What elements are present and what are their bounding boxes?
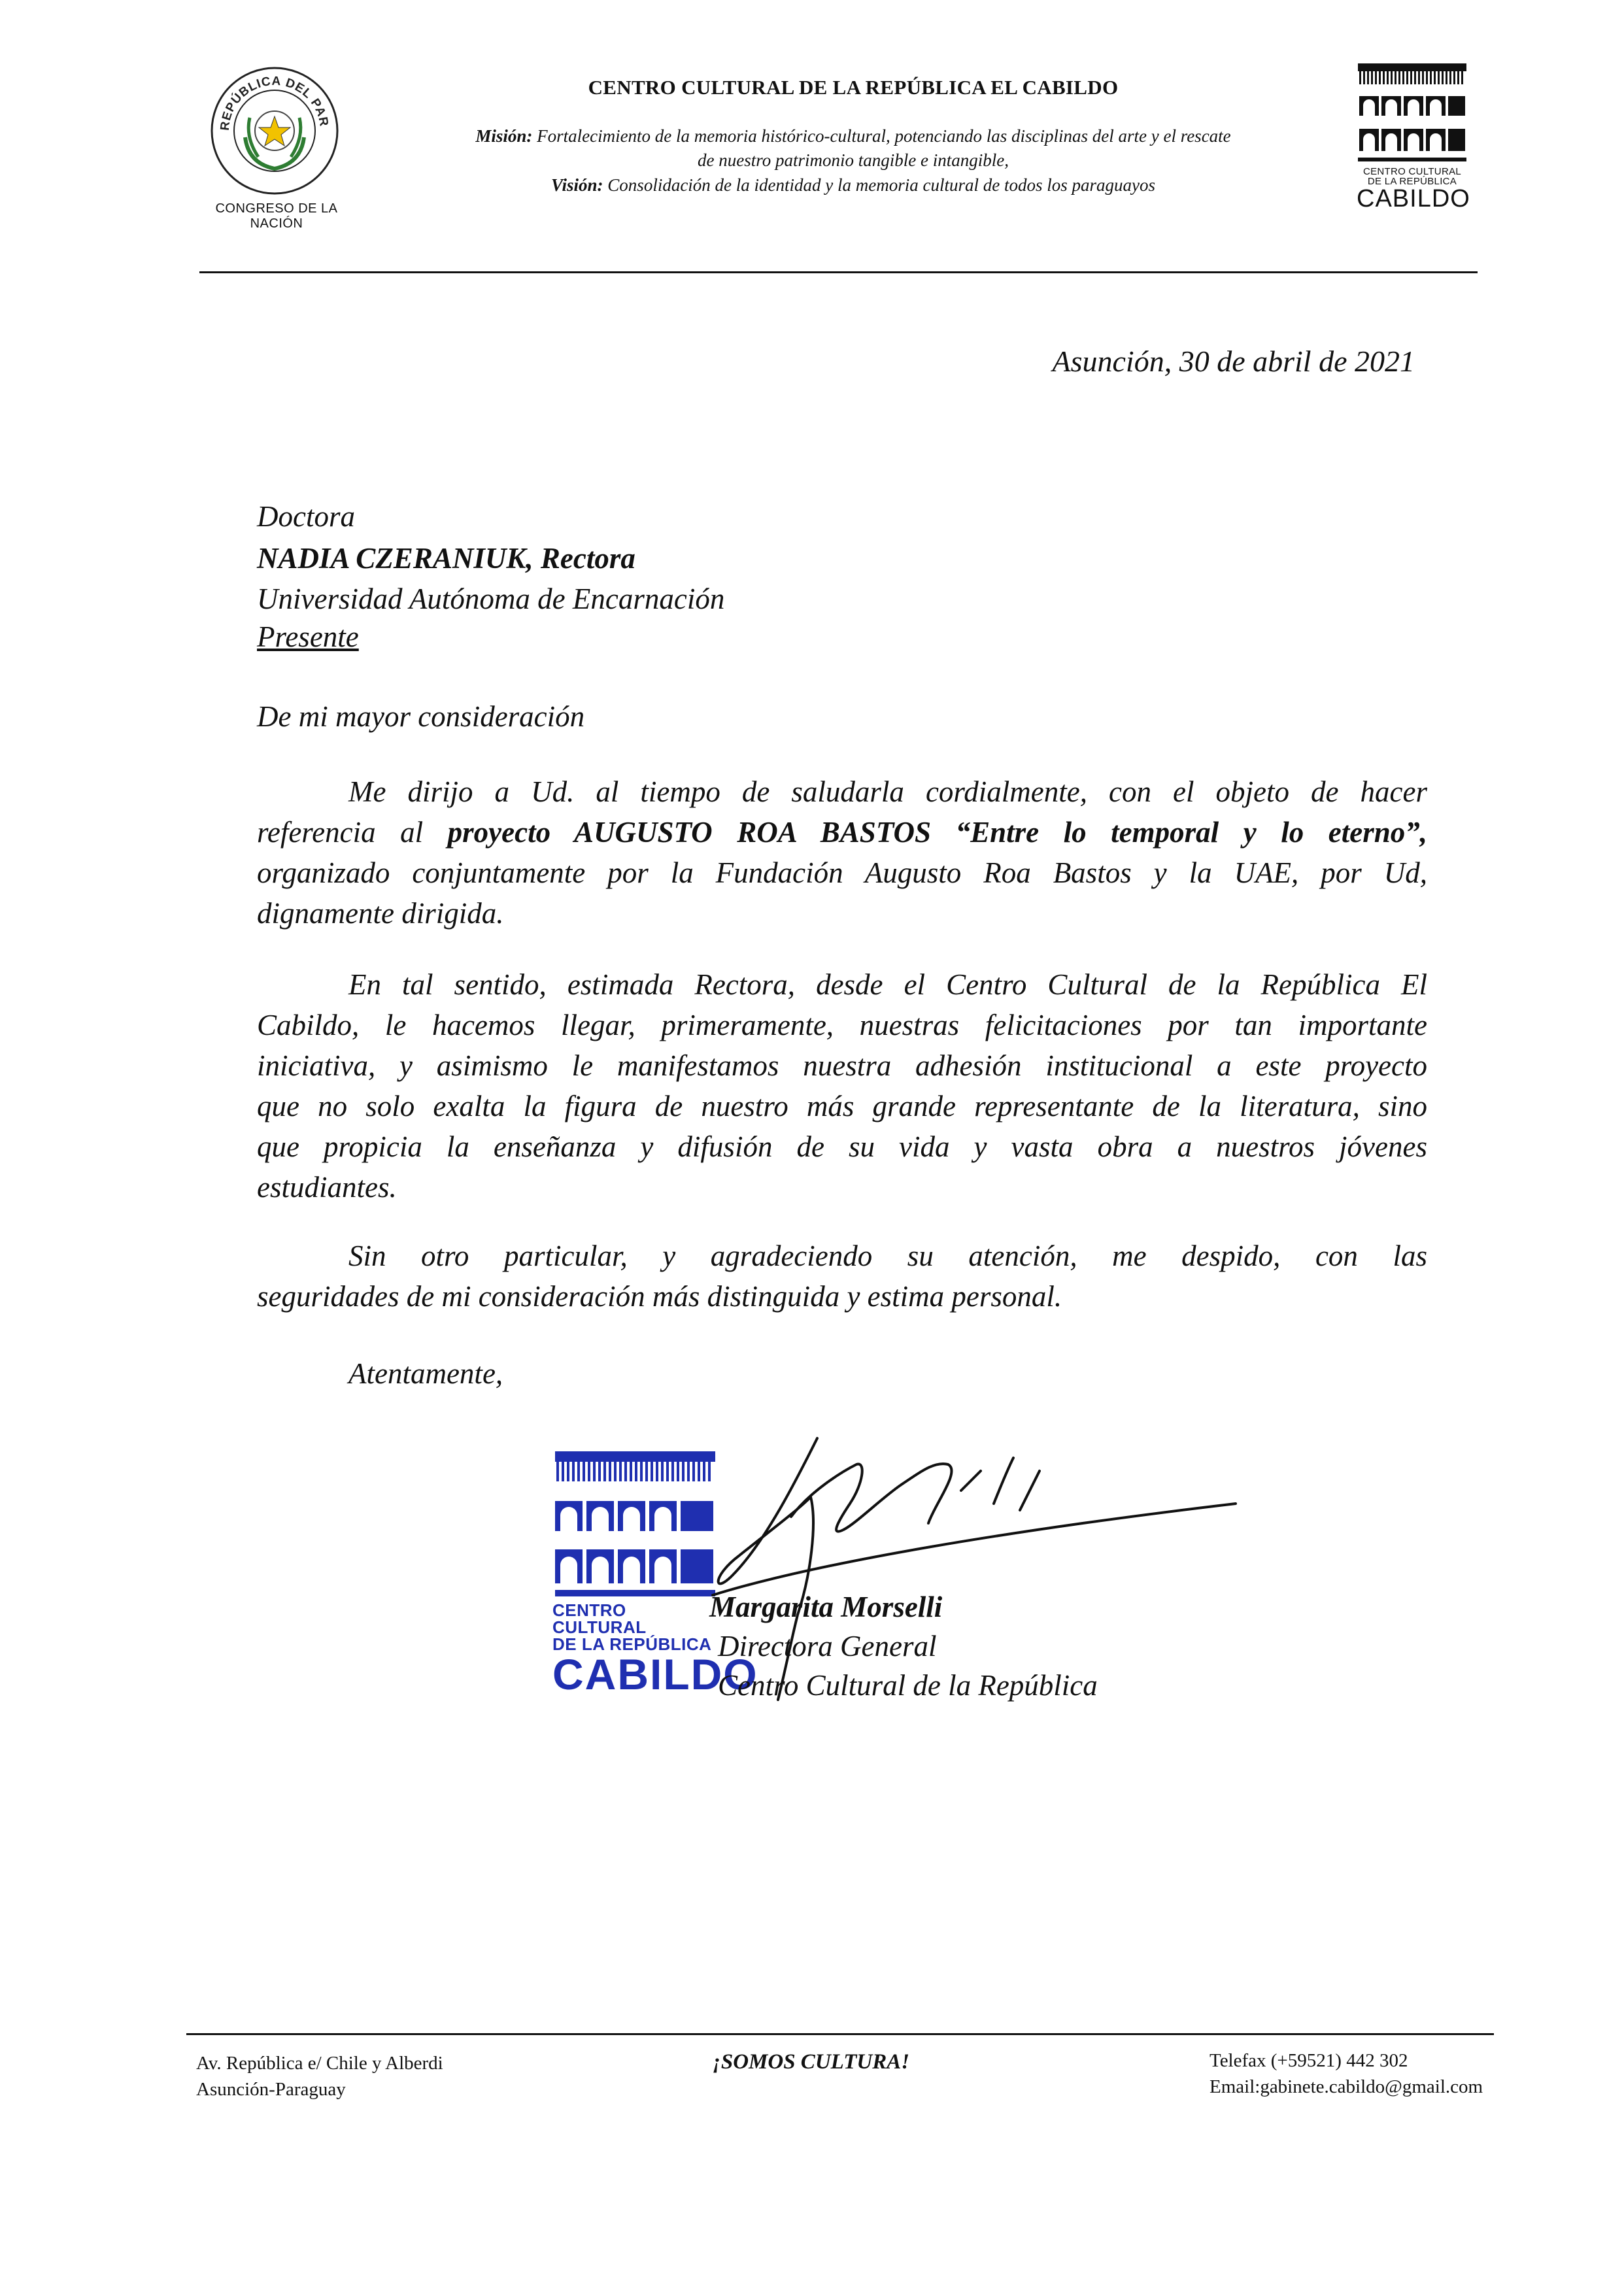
signatory-name: Margarita Morselli (709, 1591, 943, 1623)
paragraph-1-line-3: organizado conjuntamente por la Fundación Augusto Roa Bastos y la UAE, por Ud, (257, 856, 1427, 889)
stamp-text-line1: CENTRO CULTURAL (552, 1600, 647, 1637)
organization-title: CENTRO CULTURAL DE LA REPÚBLICA EL CABILDO (588, 76, 1119, 99)
signatory-role: Directora General (718, 1630, 937, 1662)
presente-label: Presente (257, 620, 359, 653)
mission-text-continued: de nuestro patrimonio tangible e intangible, (698, 150, 1009, 170)
recipient-institution: Universidad Autónoma de Encarnación (257, 582, 725, 615)
paragraph-2-line-5: que propicia la enseñanza y difusión de su vida y vasta obra a nuestros jóvenes (257, 1130, 1427, 1163)
logo-text-cabildo: CABILDO (1357, 185, 1470, 212)
cabildo-logo (1357, 62, 1468, 211)
logo-text-line1: CENTRO CULTURAL (1362, 166, 1462, 177)
paragraph-2-line-3: iniciativa, y asimismo le manifestamos nuestra adhesión institucional a este proyecto (257, 1049, 1427, 1082)
paragraph-2 (257, 964, 1427, 1207)
vision-text: Consolidación de la identidad y la memoria cultural de todos los paraguayos (607, 175, 1155, 195)
footer-divider (186, 2033, 1494, 2035)
congreso-caption: CONGRESO DE LA NACIÓN (215, 201, 338, 231)
paragraph-1-line-4: dignamente dirigida. (257, 897, 504, 930)
paragraph-1-line-2 (257, 812, 1427, 852)
seal-text: REPÚBLICA DEL PAR (218, 74, 331, 131)
cabildo-building-icon (1357, 62, 1468, 167)
congreso-seal-icon (209, 65, 340, 196)
footer-slogan: ¡SOMOS CULTURA! (713, 2050, 910, 2074)
mission-text: Fortalecimiento de la memoria histórico-cultural, potenciando las disciplinas del arte y el rescate (537, 126, 1231, 146)
paragraph-3-line-2: seguridades de mi consideración más distinguida y estima personal. (257, 1280, 1062, 1313)
header-divider (199, 271, 1478, 273)
signatory-organization: Centro Cultural de la República (718, 1669, 1098, 1702)
letter-closing: Atentamente, (348, 1357, 503, 1390)
paragraph-3-line-1: Sin otro particular, y agradeciendo su atención, me despido, con las (348, 1240, 1427, 1272)
footer-email: Email:gabinete.cabildo@gmail.com (1210, 2076, 1483, 2097)
paragraph-3 (257, 1236, 1427, 1317)
footer-address-line2: Asunción-Paraguay (196, 2079, 346, 2100)
letter-greeting: De mi mayor consideración (257, 700, 585, 733)
footer-telefax: Telefax (+59521) 442 302 (1210, 2050, 1408, 2071)
paragraph-1-line-1: Me dirijo a Ud. al tiempo de saludarla cordialmente, con el objeto de hacer (348, 775, 1427, 808)
vision-label: Visión: (551, 175, 603, 195)
paragraph-2-line-6: estudiantes. (257, 1171, 397, 1204)
vision-statement (392, 175, 1314, 195)
stamp-text-cabildo: CABILDO (552, 1650, 758, 1698)
paragraph-2-line-1: En tal sentido, estimada Rectora, desde el Centro Cultural de la República El (348, 968, 1427, 1001)
recipient-title: Doctora (257, 500, 355, 533)
paragraph-2-line-4: que no solo exalta la figura de nuestro más grande representante de la literatura, sino (257, 1090, 1427, 1122)
mission-label: Misión: (475, 126, 533, 146)
recipient-name: NADIA CZERANIUK, Rectora (257, 542, 635, 575)
stamp-text-line2: DE LA REPÚBLICA (552, 1634, 712, 1654)
project-name: proyecto AUGUSTO ROA BASTOS “Entre lo temporal y lo eterno”, (447, 816, 1427, 849)
paragraph-2-line-2: Cabildo, le hacemos llegar, primeramente, nuestras felicitaciones por tan importante (257, 1009, 1427, 1041)
letter-date: Asunción, 30 de abril de 2021 (1052, 345, 1415, 378)
footer-address-line1: Av. República e/ Chile y Alberdi (196, 2053, 443, 2074)
paragraph-1 (257, 771, 1427, 934)
mission-statement (392, 126, 1314, 146)
logo-text-line2: DE LA REPÚBLICA (1367, 176, 1457, 187)
paragraph-1-line-2-text: referencia al (257, 816, 448, 849)
svg-text:REPÚBLICA DEL PARAGUAY (209, 65, 331, 131)
